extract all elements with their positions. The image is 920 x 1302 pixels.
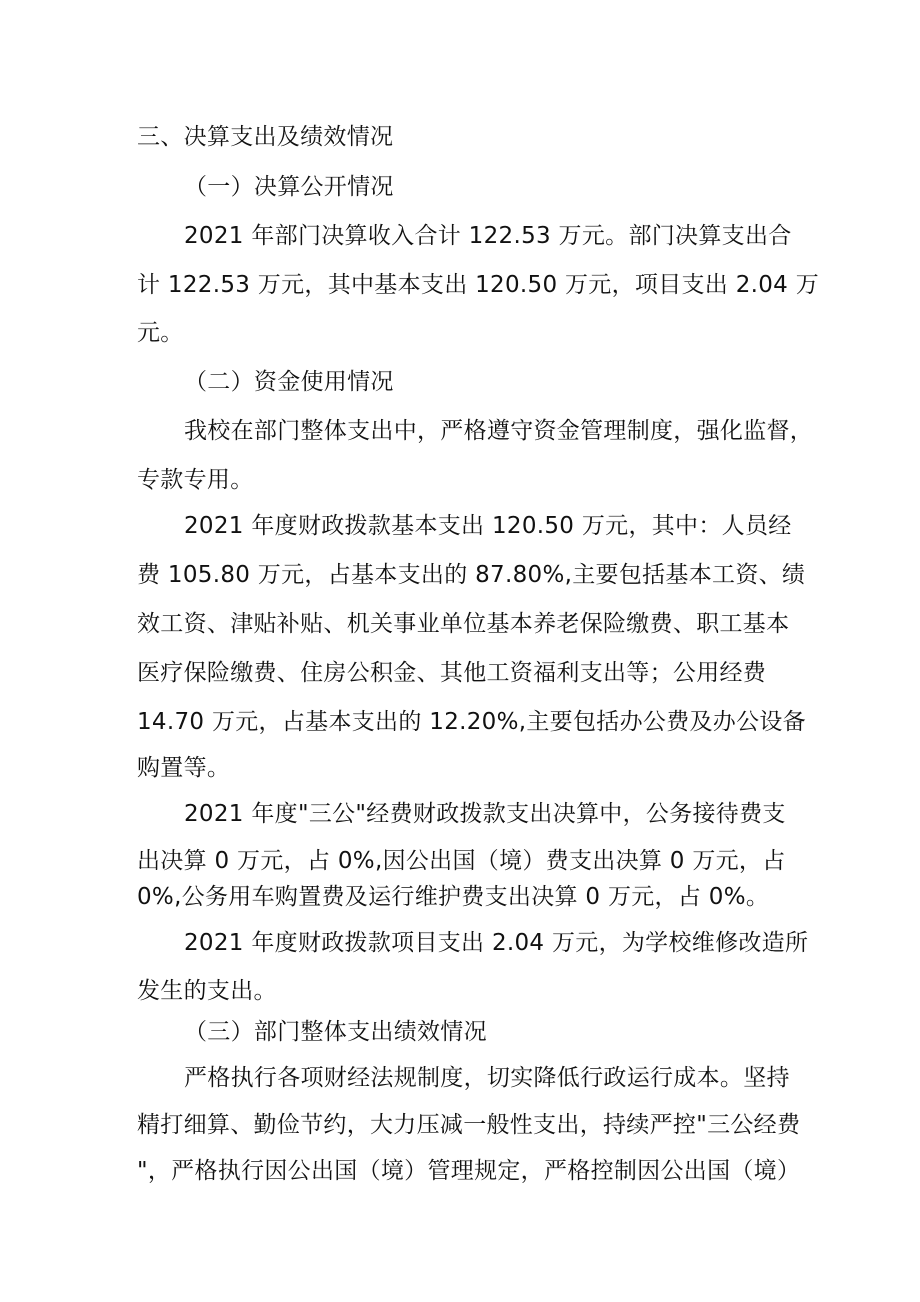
subsection-title-1: （一）决算公开情况 — [184, 174, 394, 200]
paragraph-3-line-6: 购置等。 — [137, 755, 231, 781]
subsection-title-2: （二）资金使用情况 — [184, 369, 394, 395]
paragraph-4-line-3: 0%,公务用车购置费及运行维护费支出决算 0 万元，占 0%。 — [137, 884, 770, 910]
paragraph-3-line-2: 费 105.80 万元，占基本支出的 87.80%,主要包括基本工资、绩 — [137, 562, 806, 588]
paragraph-6-line-2: 精打细算、勤俭节约，大力压减一般性支出，持续严控"三公经费 — [137, 1112, 801, 1138]
paragraph-1-line-2: 计 122.53 万元，其中基本支出 120.50 万元，项目支出 2.04 万 — [137, 272, 820, 298]
paragraph-3-line-1: 2021 年度财政拨款基本支出 120.50 万元，其中：人员经 — [184, 513, 792, 539]
paragraph-1-line-3: 元。 — [137, 320, 184, 346]
section-heading: 三、决算支出及绩效情况 — [137, 124, 394, 150]
paragraph-4-line-1: 2021 年度"三公"经费财政拨款支出决算中，公务接待费支 — [184, 801, 786, 827]
paragraph-6-line-3: "，严格执行因公出国（境）管理规定，严格控制因公出国（境） — [137, 1158, 801, 1184]
paragraph-5-line-2: 发生的支出。 — [137, 978, 277, 1004]
paragraph-3-line-3: 效工资、津贴补贴、机关事业单位基本养老保险缴费、职工基本 — [137, 611, 790, 637]
paragraph-6-line-1: 严格执行各项财经法规制度，切实降低行政运行成本。坚持 — [184, 1065, 790, 1091]
paragraph-2-line-1: 我校在部门整体支出中，严格遵守资金管理制度，强化监督， — [184, 418, 814, 444]
paragraph-2-line-2: 专款专用。 — [137, 467, 254, 493]
paragraph-4-line-2: 出决算 0 万元，占 0%,因公出国（境）费支出决算 0 万元，占 — [137, 848, 786, 874]
paragraph-3-line-5: 14.70 万元，占基本支出的 12.20%,主要包括办公费及办公设备 — [137, 709, 806, 735]
subsection-title-3: （三）部门整体支出绩效情况 — [184, 1019, 487, 1045]
paragraph-3-line-4: 医疗保险缴费、住房公积金、其他工资福利支出等；公用经费 — [137, 660, 767, 686]
paragraph-5-line-1: 2021 年度财政拨款项目支出 2.04 万元，为学校维修改造所 — [184, 930, 809, 956]
paragraph-1-line-1: 2021 年部门决算收入合计 122.53 万元。部门决算支出合 — [184, 223, 792, 249]
